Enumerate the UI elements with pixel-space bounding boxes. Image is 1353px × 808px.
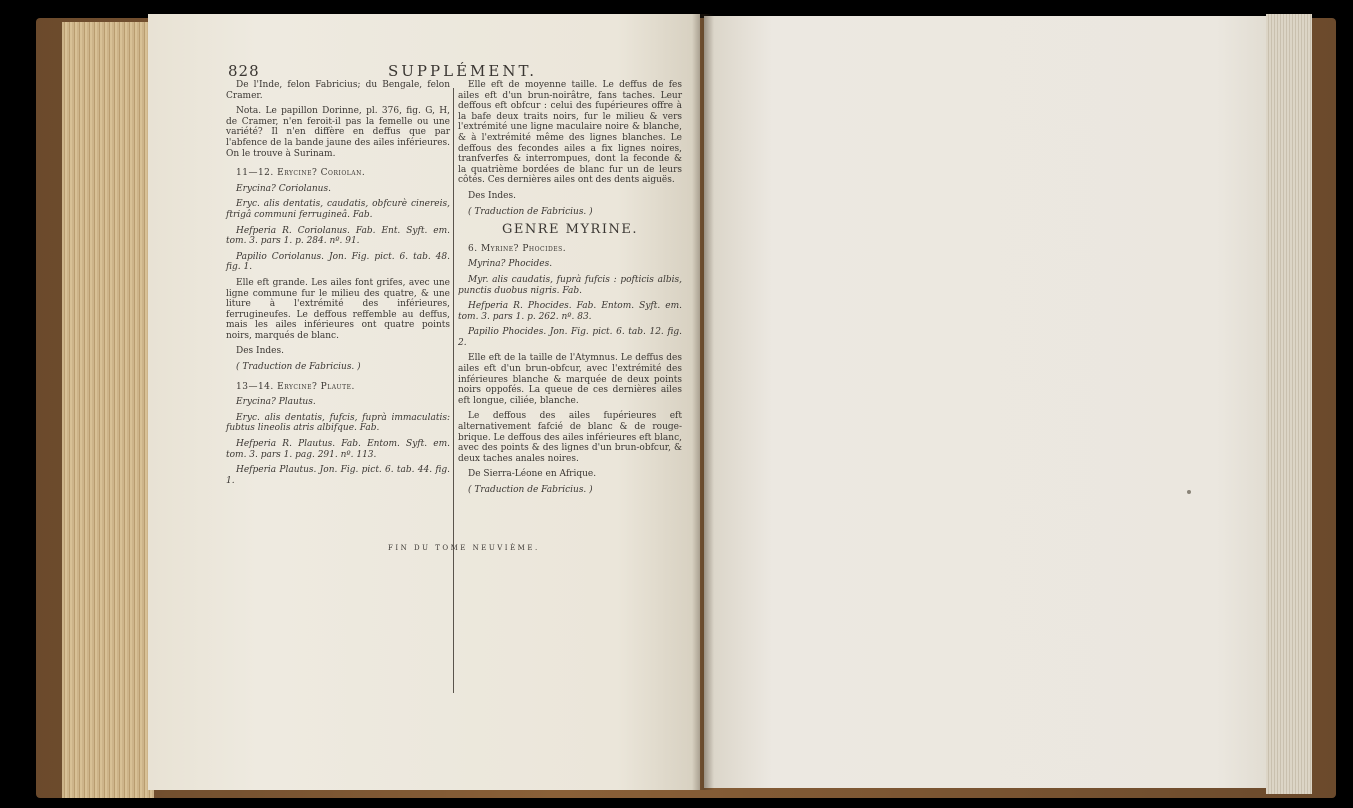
translation-note: ( Traduction de Fabricius. ) xyxy=(468,206,593,217)
page-speck xyxy=(1187,490,1191,494)
translation-note: ( Traduction de Fabricius. ) xyxy=(236,362,361,373)
book-gutter xyxy=(692,14,714,790)
description-paragraph: Le deffous des ailes fupérieures eft alternativement fafcié de blanc & de rouge-brique. Le deffous des ailes inférieures eft blanc, avec des points & des lignes d'un brun-obfcur, & deux taches anales noires. xyxy=(458,411,682,464)
origin: De Sierra-Léone en Afrique. xyxy=(468,469,597,480)
paragraph: De l'Inde, felon Fabricius; du Bengale, felon Cramer. xyxy=(226,80,450,101)
origin: Des Indes. xyxy=(468,190,516,201)
species-heading: 6. Myrine? Phocides. xyxy=(468,243,567,254)
species-heading: 11—12. Erycine? Coriolan. xyxy=(236,168,366,179)
left-page-edges xyxy=(62,22,154,798)
nota-paragraph: Nota. Le papillon Dorinne, pl. 376, fig. G, H, de Cramer, n'en feroit-il pas la femelle ou une variété? Il n'en diffère en deffus que par l'abfence de la bande jaune des ailes inférieures. On le trouve à Surinam. xyxy=(226,106,450,159)
origin: Des Indes. xyxy=(236,346,284,357)
description-paragraph: Elle eft grande. Les ailes font grifes, avec une ligne commune fur le milieu des quatre, & une liture à l'extrémité des inférieures, ferrugineufes. Le deffous reffemble au deffus, mais les ailes inférieures ont quatre points noirs, marqués de blanc. xyxy=(226,277,450,341)
reference: Papilio Coriolanus. Jon. Fig. pict. 6. tab. 48. fig. 1. xyxy=(226,251,450,273)
right-column xyxy=(458,80,682,501)
left-column xyxy=(226,80,450,491)
translation-note: ( Traduction de Fabricius. ) xyxy=(468,485,593,495)
genre-heading: GENRE MYRINE. xyxy=(502,222,638,238)
latin-name: Erycina? Coriolanus. xyxy=(236,183,331,194)
column-rule xyxy=(453,88,454,693)
reference: Hefperia Plautus. Jon. Fig. pict. 6. tab. 44. fig. 1. xyxy=(226,465,450,486)
end-of-volume: FIN DU TOME NEUVIÈME. xyxy=(388,544,540,552)
latin-description: Eryc. alis dentatis, caudatis, obfcurè cinereis, ftrigâ communi ferrugineâ. Fab. xyxy=(226,199,450,220)
reference: Papilio Phocides. Jon. Fig. pict. 6. tab. 12. fig. 2. xyxy=(458,327,682,348)
reference: Hefperia R. Phocides. Fab. Entom. Syft. em. tom. 3. pars 1. p. 262. nº. 83. xyxy=(458,301,682,322)
latin-description: Myr. alis caudatis, fuprà fufcis : pofticis albis, punctis duobus nigris. Fab. xyxy=(458,274,682,296)
latin-name: Erycina? Plautus. xyxy=(236,397,316,408)
description-paragraph: Elle eft de la taille de l'Atymnus. Le deffus des ailes eft d'un brun-obfcur, avec l'extrémité des inférieures blanche & marquée de deux points noirs oppofés. La queue de ces dernières ailes eft longue, ciliée, blanche. xyxy=(458,353,682,406)
latin-description: Eryc. alis dentatis, fufcis, fuprà immaculatis: fubtus lineolis atris albifque. Fab. xyxy=(226,412,450,434)
description-paragraph: Elle eft de moyenne taille. Le deffus de fes ailes eft d'un brun-noirâtre, fans taches. Leur deffous eft obfcur : celui des fupérieures offre à la bafe deux traits noirs, fur le milieu & vers l'extrémité une ligne maculaire noire & blanche, & à l'extrémité même des lignes blanches. Le deffous des fecondes ailes a fix lignes noires, tranfverfes & interrompues, dont la feconde & la quatrième bordées de blanc fur un de leurs côtés. Ces dernières ailes ont des dents aiguës. xyxy=(458,80,682,186)
right-page-edges xyxy=(1266,14,1312,794)
running-head: SUPPLÉMENT. xyxy=(388,62,538,80)
species-heading: 13—14. Erycine? Plaute. xyxy=(236,381,355,392)
reference: Hefperia R. Plautus. Fab. Entom. Syft. em. tom. 3. pars 1. pag. 291. nº. 113. xyxy=(226,439,450,460)
latin-name: Myrina? Phocides. xyxy=(468,259,553,270)
page-number: 828 xyxy=(228,62,260,80)
reference: Hefperia R. Coriolanus. Fab. Ent. Syft. em. tom. 3. pars 1. p. 284. nº. 91. xyxy=(226,225,450,247)
right-page xyxy=(704,16,1274,788)
